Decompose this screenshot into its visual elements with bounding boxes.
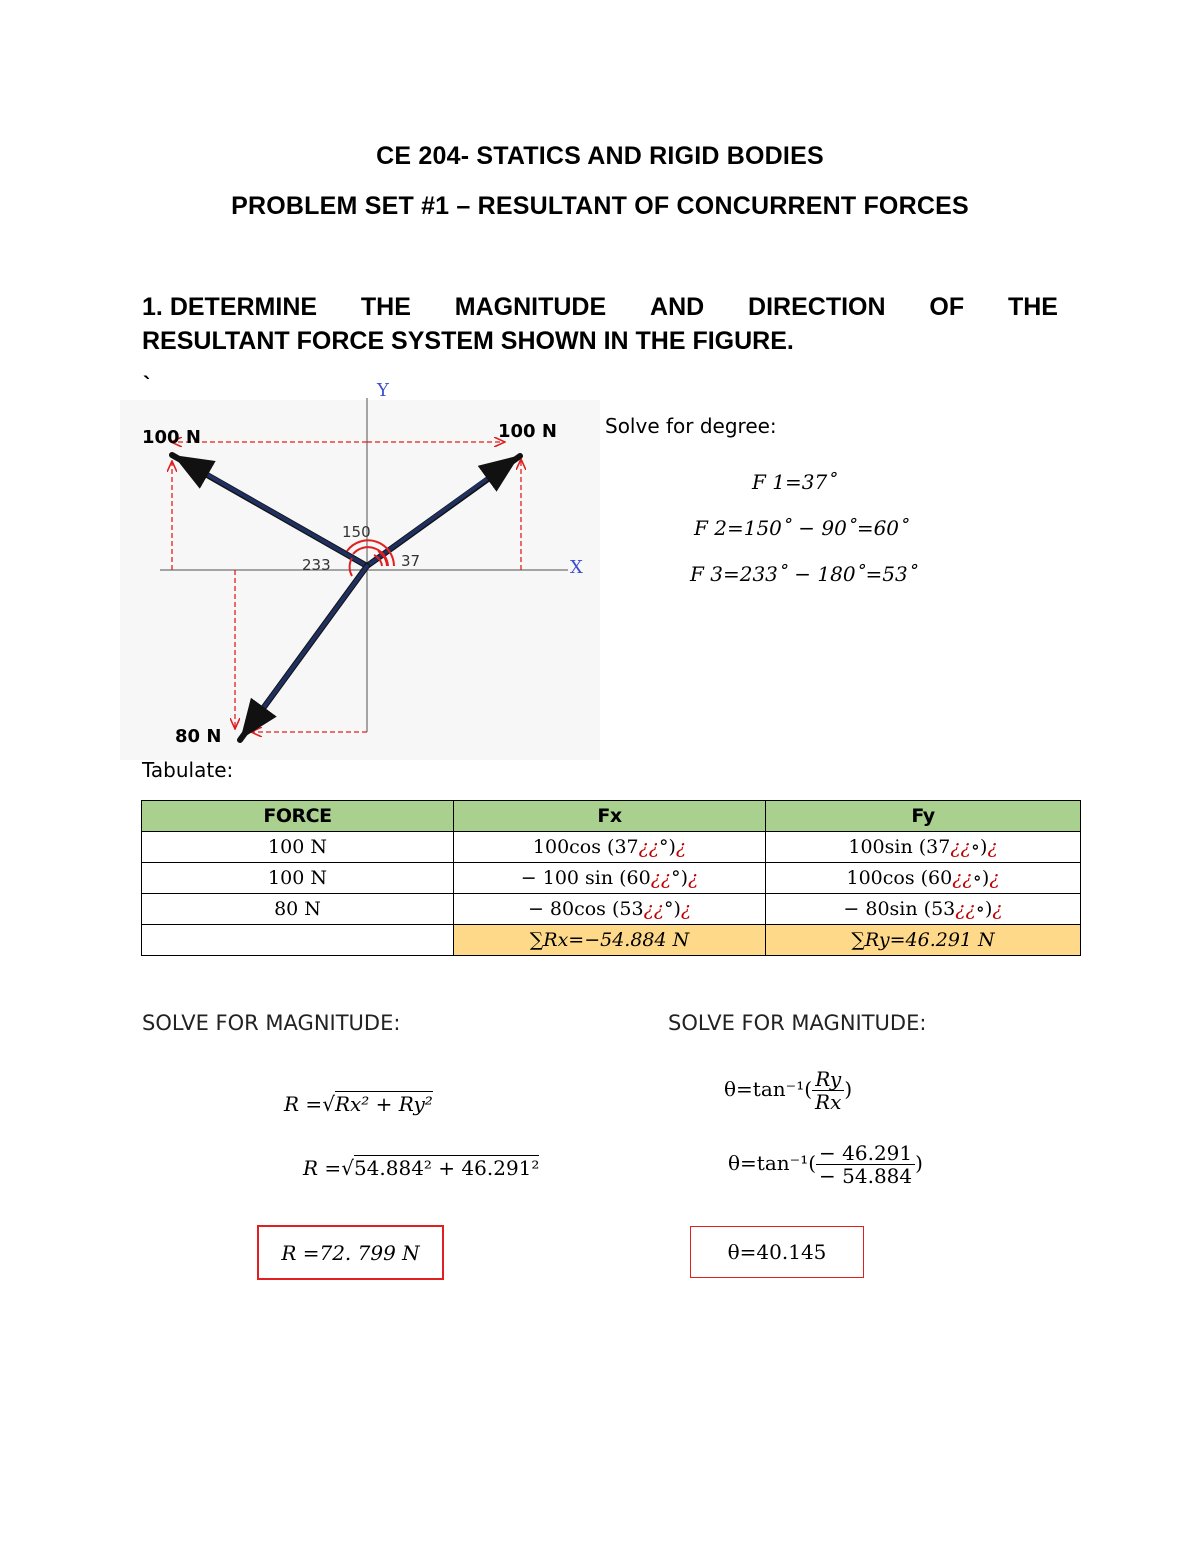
- angle-label-37: 37: [401, 552, 421, 570]
- cell-fy: [766, 863, 1081, 894]
- course-title: CE 204- STATICS AND RIGID BODIES: [376, 142, 824, 170]
- magnitude-answer: R =72. 799 N: [281, 1240, 420, 1265]
- garble-glyph: ¿: [989, 867, 1000, 889]
- force-label-top-right: 100 N: [498, 421, 557, 442]
- fx-expr: − 100 sin (60: [520, 867, 651, 889]
- degree-f2: F 2=150˚ − 90˚=60˚: [694, 516, 910, 540]
- force-table: [141, 800, 1081, 956]
- formula-lhs: R =: [284, 1092, 323, 1116]
- paren-close: ): [844, 1077, 853, 1101]
- force-value: 100 N: [268, 836, 327, 858]
- fx-close: °): [659, 836, 676, 858]
- question-word-4: DIRECTION: [748, 293, 886, 321]
- fx-expr: 100cos (37: [532, 836, 639, 858]
- garble-glyph: ¿: [992, 898, 1003, 920]
- direction-lhs: θ=tan⁻¹(: [724, 1077, 813, 1101]
- degree-label: Solve for degree:: [605, 414, 777, 438]
- question-word-2: MAGNITUDE: [454, 293, 607, 321]
- fy-close: ∘): [975, 898, 993, 920]
- fx-close: °): [663, 898, 681, 920]
- question-number: 1.: [142, 293, 163, 321]
- direction-formula: [724, 1068, 852, 1113]
- garble-glyph: ¿¿: [650, 867, 672, 889]
- fy-expr: 100sin (37: [848, 836, 951, 858]
- sum-ry: ∑Ry=46.291 N: [766, 925, 1081, 956]
- table-sum-row: [142, 925, 1081, 956]
- garble-glyph: ¿: [680, 898, 692, 920]
- fy-close: ∘): [970, 836, 988, 858]
- fraction-numerator: − 46.291: [816, 1142, 915, 1165]
- header-fx: Fx: [454, 801, 766, 832]
- tabulate-label: Tabulate:: [142, 758, 234, 782]
- question-line-2: RESULTANT FORCE SYSTEM SHOWN IN THE FIGURE.: [142, 327, 794, 355]
- direction-answer: θ=40.145: [727, 1240, 827, 1264]
- question-text: [142, 290, 1058, 358]
- garble-glyph: ¿¿: [643, 898, 664, 920]
- sum-rx: ∑Rx=−54.884 N: [454, 925, 766, 956]
- force-label-bottom: 80 N: [175, 726, 222, 747]
- garble-glyph: ¿: [688, 867, 699, 889]
- problem-set-title: PROBLEM SET #1 – RESULTANT OF CONCURRENT FORCES: [231, 192, 969, 220]
- cell-fy: [766, 894, 1081, 925]
- substituted-lhs: θ=tan⁻¹(: [728, 1151, 817, 1175]
- degree-f3: F 3=233˚ − 180˚=53˚: [690, 562, 918, 586]
- fx-close: °): [671, 867, 689, 889]
- question-word-6: THE: [1007, 293, 1058, 321]
- force-diagram: [120, 370, 600, 760]
- substituted-lhs: R =: [303, 1156, 342, 1180]
- cell-force: [142, 894, 454, 925]
- fraction-denominator: − 54.884: [819, 1164, 913, 1188]
- magnitude-answer-box: [257, 1225, 444, 1280]
- force-value: 80 N: [274, 898, 321, 920]
- fy-expr: 100cos (60: [846, 867, 953, 889]
- magnitude-formula: [284, 1092, 433, 1116]
- paren-close: ): [915, 1151, 923, 1175]
- header-fy: Fy: [766, 801, 1081, 832]
- sqrt-icon: √: [322, 1092, 335, 1116]
- garble-glyph: ¿¿: [952, 867, 973, 889]
- formula-root: Rx² + Ry²: [334, 1092, 433, 1116]
- angle-label-150: 150: [342, 523, 371, 541]
- garble-glyph: ¿¿: [955, 898, 976, 920]
- x-axis-label: X: [570, 557, 583, 578]
- direction-answer-box: [690, 1226, 864, 1278]
- garble-glyph: ¿: [675, 836, 687, 858]
- fraction: [812, 1068, 844, 1113]
- direction-label: SOLVE FOR MAGNITUDE:: [668, 1011, 927, 1035]
- cell-empty: [142, 925, 454, 956]
- fraction: [816, 1142, 915, 1187]
- header-force: FORCE: [142, 801, 454, 832]
- garble-glyph: ¿¿: [950, 836, 971, 858]
- degree-f1: F 1=37˚: [752, 470, 838, 494]
- substituted-root: 54.884² + 46.291²: [353, 1156, 540, 1180]
- table-header-row: [142, 801, 1081, 832]
- magnitude-label: SOLVE FOR MAGNITUDE:: [142, 1011, 401, 1035]
- cell-fx: [454, 894, 766, 925]
- fy-close: ∘): [972, 867, 990, 889]
- table-row: [142, 832, 1081, 863]
- magnitude-substituted: [303, 1156, 539, 1180]
- angle-label-233: 233: [302, 556, 331, 574]
- direction-substituted: [728, 1142, 923, 1187]
- table-row: [142, 894, 1081, 925]
- question-line-1: [142, 290, 1058, 324]
- question-word-5: OF: [929, 293, 965, 321]
- question-word-3: AND: [650, 293, 705, 321]
- cell-fx: [454, 863, 766, 894]
- cell-fx: [454, 832, 766, 863]
- fraction-numerator: Ry: [812, 1068, 844, 1091]
- question-word-0: DETERMINE: [169, 293, 318, 321]
- garble-glyph: ¿: [987, 836, 998, 858]
- force-value: 100 N: [268, 867, 327, 889]
- question-word-1: THE: [360, 293, 411, 321]
- cell-fy: [766, 832, 1081, 863]
- table-row: [142, 863, 1081, 894]
- fx-expr: − 80cos (53: [527, 898, 644, 920]
- cell-force: [142, 832, 454, 863]
- fy-expr: − 80sin (53: [843, 898, 956, 920]
- garble-glyph: ¿¿: [638, 836, 659, 858]
- y-axis-label: Y: [377, 380, 389, 401]
- force-label-top-left: 100 N: [142, 427, 201, 448]
- question-word: [142, 290, 317, 324]
- fraction-denominator: Rx: [815, 1090, 842, 1114]
- stray-mark: `: [143, 372, 151, 397]
- cell-force: [142, 863, 454, 894]
- sqrt-icon: √: [341, 1156, 354, 1180]
